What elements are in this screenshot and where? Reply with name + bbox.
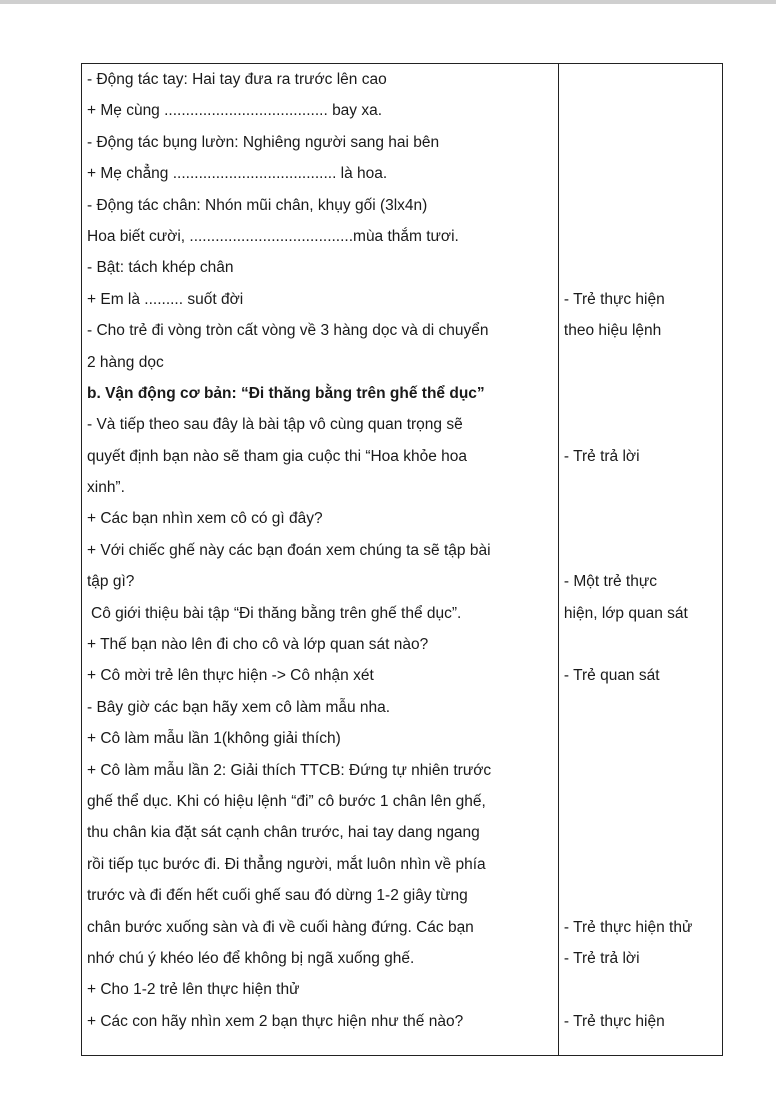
text-line: + Với chiếc ghế này các bạn đoán xem chúng ta sẽ tập bài [87, 541, 491, 559]
text-line: - Động tác chân: Nhón mũi chân, khụy gối (3lx4n) [87, 196, 428, 214]
text-line [559, 849, 722, 880]
text-line: + Các con hãy nhìn xem 2 bạn thực hiện như thế nào? [87, 1012, 464, 1030]
text-line: - Động tác tay: Hai tay đưa ra trước lên cao [87, 71, 387, 88]
text-line [559, 347, 722, 378]
text-line: 2 hàng dọc [87, 353, 164, 371]
text-line [559, 472, 722, 503]
text-line [559, 817, 722, 848]
text-line: thu chân kia đặt sát cạnh chân trước, hai tay dang ngang [87, 824, 480, 842]
text-line: - Trẻ thực hiện thử [563, 918, 693, 936]
text-line: xinh”. [87, 479, 125, 497]
text-line: theo hiệu lệnh [563, 322, 662, 340]
text-line [559, 158, 722, 189]
text-line: + Em là ......... suốt đời [87, 290, 244, 308]
text-line [559, 755, 722, 786]
text-line: Cô giới thiệu bài tập “Đi thăng bằng trên ghế thể dục”. [91, 604, 462, 622]
text-line [559, 127, 722, 158]
text-line: + Cô làm mẫu lần 1(không giải thích) [87, 730, 341, 748]
child-activities-cell [558, 64, 722, 1056]
text-line [559, 409, 722, 440]
text-line: tập gì? [87, 573, 135, 591]
text-line [559, 535, 722, 566]
teacher-activities-cell [82, 64, 559, 1056]
text-line: - Một trẻ thực [563, 573, 657, 591]
text-line [559, 880, 722, 911]
text-line: - Trẻ trả lời [563, 447, 640, 465]
text-line [559, 786, 722, 817]
section-heading: b. Vận động cơ bản: “Đi thăng bằng trên ghế thể dục” [87, 384, 485, 402]
text-line [559, 503, 722, 534]
text-line: + Cô mời trẻ lên thực hiện -> Cô nhận xét [87, 667, 374, 685]
text-line [559, 95, 722, 126]
text-line: - Bây giờ các bạn hãy xem cô làm mẫu nha. [87, 698, 391, 716]
text-line: + Thế bạn nào lên đi cho cô và lớp quan sát nào? [87, 636, 429, 654]
text-line [559, 190, 722, 221]
text-line [559, 221, 722, 252]
text-line: Hoa biết cười, ......................................mùa thắm tươi. [87, 227, 459, 245]
text-line [559, 378, 722, 409]
text-line: rồi tiếp tục bước đi. Đi thẳng người, mắt luôn nhìn về phía [87, 855, 486, 873]
text-line: - Cho trẻ đi vòng tròn cất vòng về 3 hàng dọc và di chuyển [87, 322, 489, 340]
text-line: - Bật: tách khép chân [87, 259, 234, 277]
text-line [559, 974, 722, 1005]
lesson-plan-table [81, 63, 723, 1056]
text-line: - Trẻ quan sát [563, 667, 660, 685]
text-line [559, 629, 722, 660]
text-line: - Động tác bụng lườn: Nghiêng người sang hai bên [87, 133, 440, 151]
text-line: nhớ chú ý khéo léo để không bị ngã xuống ghế. [87, 949, 415, 967]
text-line: - Trẻ thực hiện [563, 290, 665, 308]
text-line: - Trẻ trả lời [563, 949, 640, 967]
text-line: - Và tiếp theo sau đây là bài tập vô cùng quan trọng sẽ [87, 416, 463, 434]
text-line: + Cho 1-2 trẻ lên thực hiện thử [87, 981, 300, 999]
text-line: + Mẹ chẳng ...................................... là hoa. [87, 165, 388, 183]
text-line [559, 64, 722, 95]
text-line: trước và đi đến hết cuối ghế sau đó dừng 1-2 giây từng [87, 887, 468, 905]
text-line: ghế thể dục. Khi có hiệu lệnh “đi” cô bước 1 chân lên ghế, [87, 792, 486, 810]
text-line: + Cô làm mẫu lần 2: Giải thích TTCB: Đứng tự nhiên trước [87, 761, 492, 779]
text-line: quyết định bạn nào sẽ tham gia cuộc thi “Hoa khỏe hoa [87, 447, 468, 465]
text-line: hiện, lớp quan sát [563, 604, 688, 622]
text-line: + Các bạn nhìn xem cô có gì đây? [87, 510, 323, 528]
text-line: + Mẹ cùng ...................................... bay xa. [87, 102, 383, 120]
table-row [82, 64, 723, 1056]
text-line [559, 692, 722, 723]
text-line: - Trẻ thực hiện [563, 1012, 665, 1030]
text-line [559, 252, 722, 283]
top-edge-bar [0, 0, 776, 4]
text-line [559, 723, 722, 754]
text-line: chân bước xuống sàn và đi về cuối hàng đứng. Các bạn [87, 918, 474, 936]
